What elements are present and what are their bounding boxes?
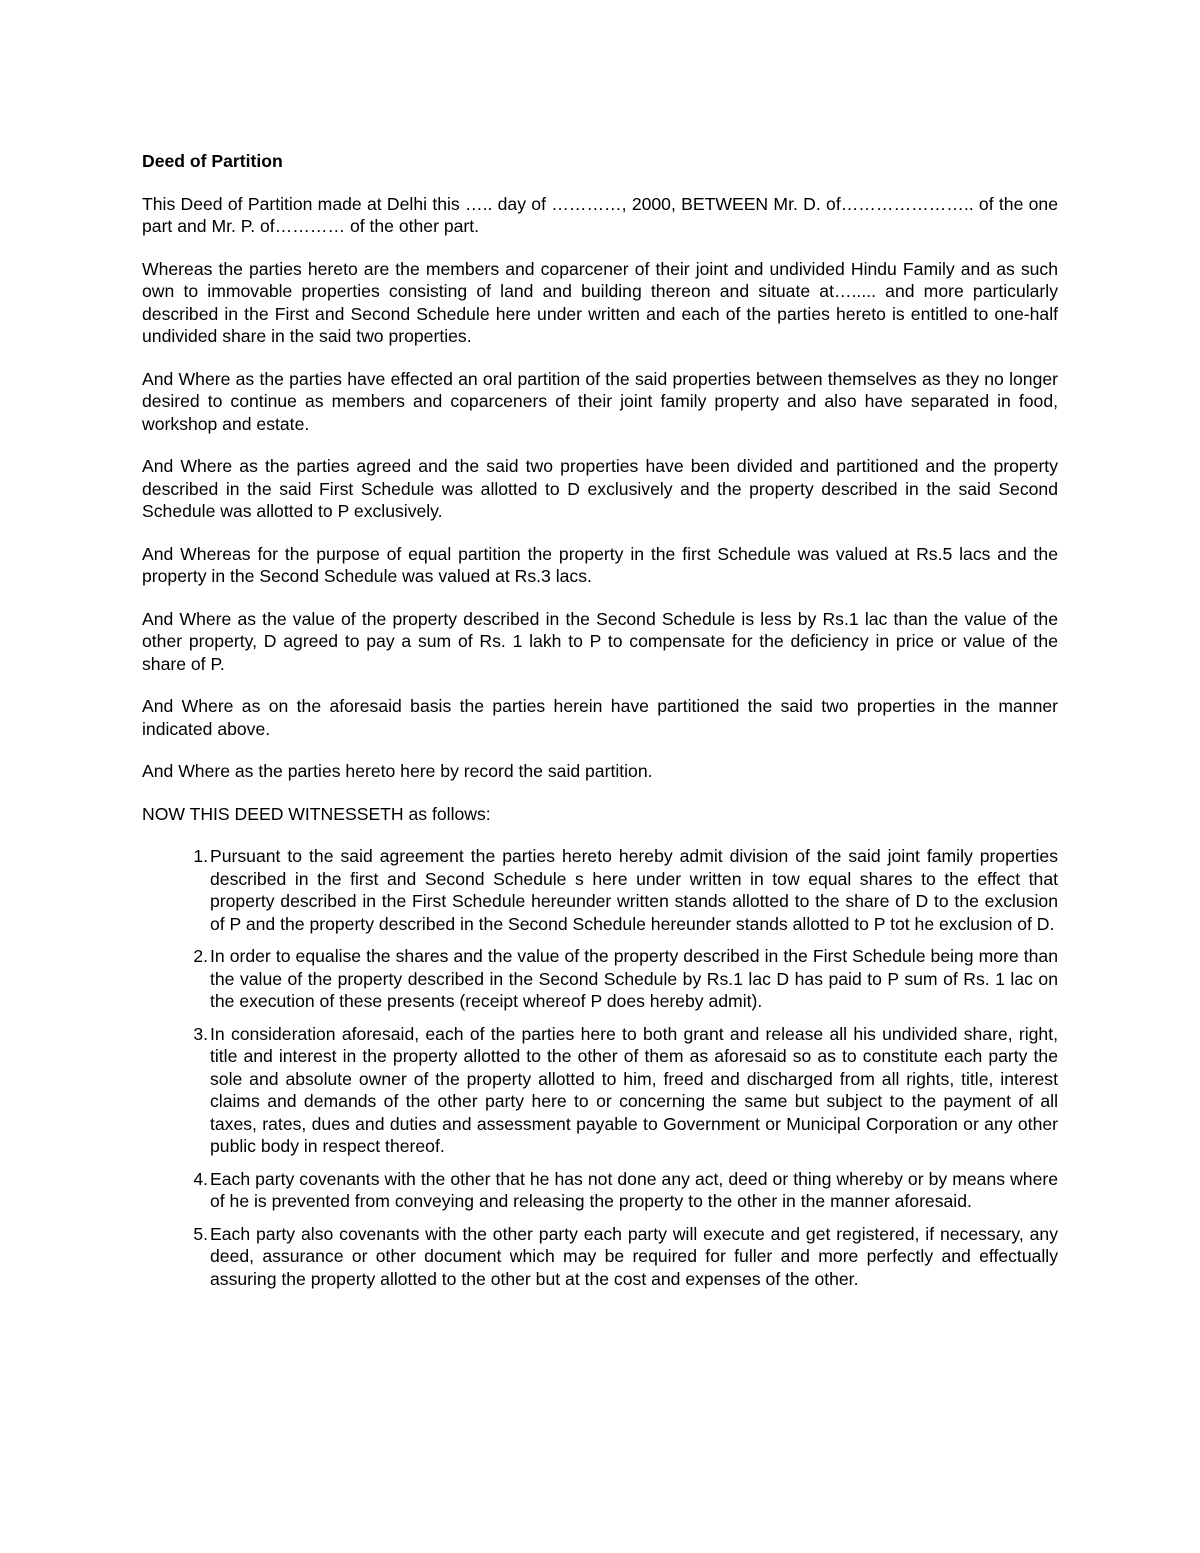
clause-list bbox=[142, 845, 1058, 1290]
clause-number: 5. bbox=[193, 1223, 208, 1244]
clause-text: Each party also covenants with the other party each party will execute and get registered, if necessary, any deed, assurance or other document which may be required for fuller and more perfectly and effectually assuring the property allotted to the other but at the cost and expenses of the other. bbox=[210, 1223, 1058, 1289]
document-title: Deed of Partition bbox=[142, 151, 283, 171]
clause-item bbox=[142, 945, 1058, 1013]
clause-text: In consideration aforesaid, each of the parties here to both grant and release all his undivided share, right, title and interest in the property allotted to the other of them as aforesaid so as to constitute each party the sole and absolute owner of the property allotted to him, freed and discharged from all rights, title, interest claims and demands of the other party here to or concerning the same but subject to the payment of all taxes, rates, dues and duties and assessment payable to Government or Municipal Corporation or any other public body in respect thereof. bbox=[210, 1023, 1058, 1156]
clause-item bbox=[142, 1168, 1058, 1213]
recital-paragraph: And Where as the parties have effected an oral partition of the said properties between themselves as they no longer desired to continue as members and coparceners of their joint family property and also have separated in food, workshop and estate. bbox=[142, 368, 1058, 434]
clause-number: 4. bbox=[193, 1168, 208, 1189]
clause-text: In order to equalise the shares and the value of the property described in the First Schedule being more than the value of the property described in the Second Schedule by Rs.1 lac D has paid to P sum of Rs. 1 lac on the execution of these presents (receipt whereof P does hereby admit). bbox=[210, 946, 1058, 1011]
document-page bbox=[142, 150, 1058, 1300]
clause-item bbox=[142, 1223, 1058, 1291]
witnesseth-heading: NOW THIS DEED WITNESSETH as follows: bbox=[142, 803, 491, 824]
clause-text: Pursuant to the said agreement the parties hereto hereby admit division of the said joint family properties described in the first and Second Schedule s here under written in tow equal shares to the effect that property described in the First Schedule hereunder written stands allotted to the share of D to the exclusion of P and the property described in the Second Schedule hereunder stands allotted to P tot he exclusion of D. bbox=[210, 846, 1058, 934]
clause-number: 3. bbox=[193, 1023, 208, 1044]
recital-paragraph: And Where as the parties hereto here by record the said partition. bbox=[142, 761, 653, 781]
recital-paragraph: And Where as the parties agreed and the said two properties have been divided and partitioned and the property described in the said First Schedule was allotted to D exclusively and the property described in the said Second Schedule was allotted to P exclusively. bbox=[142, 456, 1058, 521]
recital-paragraph: And Whereas for the purpose of equal partition the property in the first Schedule was valued at Rs.5 lacs and the property in the Second Schedule was valued at Rs.3 lacs. bbox=[142, 543, 1058, 586]
clause-item bbox=[142, 1023, 1058, 1158]
clause-number: 1. bbox=[193, 846, 208, 866]
clause-item bbox=[142, 845, 1058, 935]
recital-paragraph: Whereas the parties hereto are the members and coparcener of their joint and undivided Hindu Family and as such own to immovable properties consisting of land and building thereon and situate at…..... and more particularly described in the First and Second Schedule here under written and each of the parties hereto is entitled to one-half undivided share in the said two properties. bbox=[142, 258, 1058, 346]
recital-paragraph: And Where as the value of the property described in the Second Schedule is less by Rs.1 lac than the value of the other property, D agreed to pay a sum of Rs. 1 lakh to P to compensate for the deficiency in price or value of the share of P. bbox=[142, 608, 1058, 674]
intro-paragraph: This Deed of Partition made at Delhi this ….. day of …………, 2000, BETWEEN Mr. D. of………………….. of the one part and Mr. P. of………… of the other part. bbox=[142, 193, 1058, 236]
clause-number: 2. bbox=[193, 946, 208, 966]
clause-text: Each party covenants with the other that he has not done any act, deed or thing whereby or by means where of he is prevented from conveying and releasing the property to the other in the manner aforesaid. bbox=[210, 1168, 1058, 1211]
recital-paragraph: And Where as on the aforesaid basis the parties herein have partitioned the said two properties in the manner indicated above. bbox=[142, 696, 1058, 739]
